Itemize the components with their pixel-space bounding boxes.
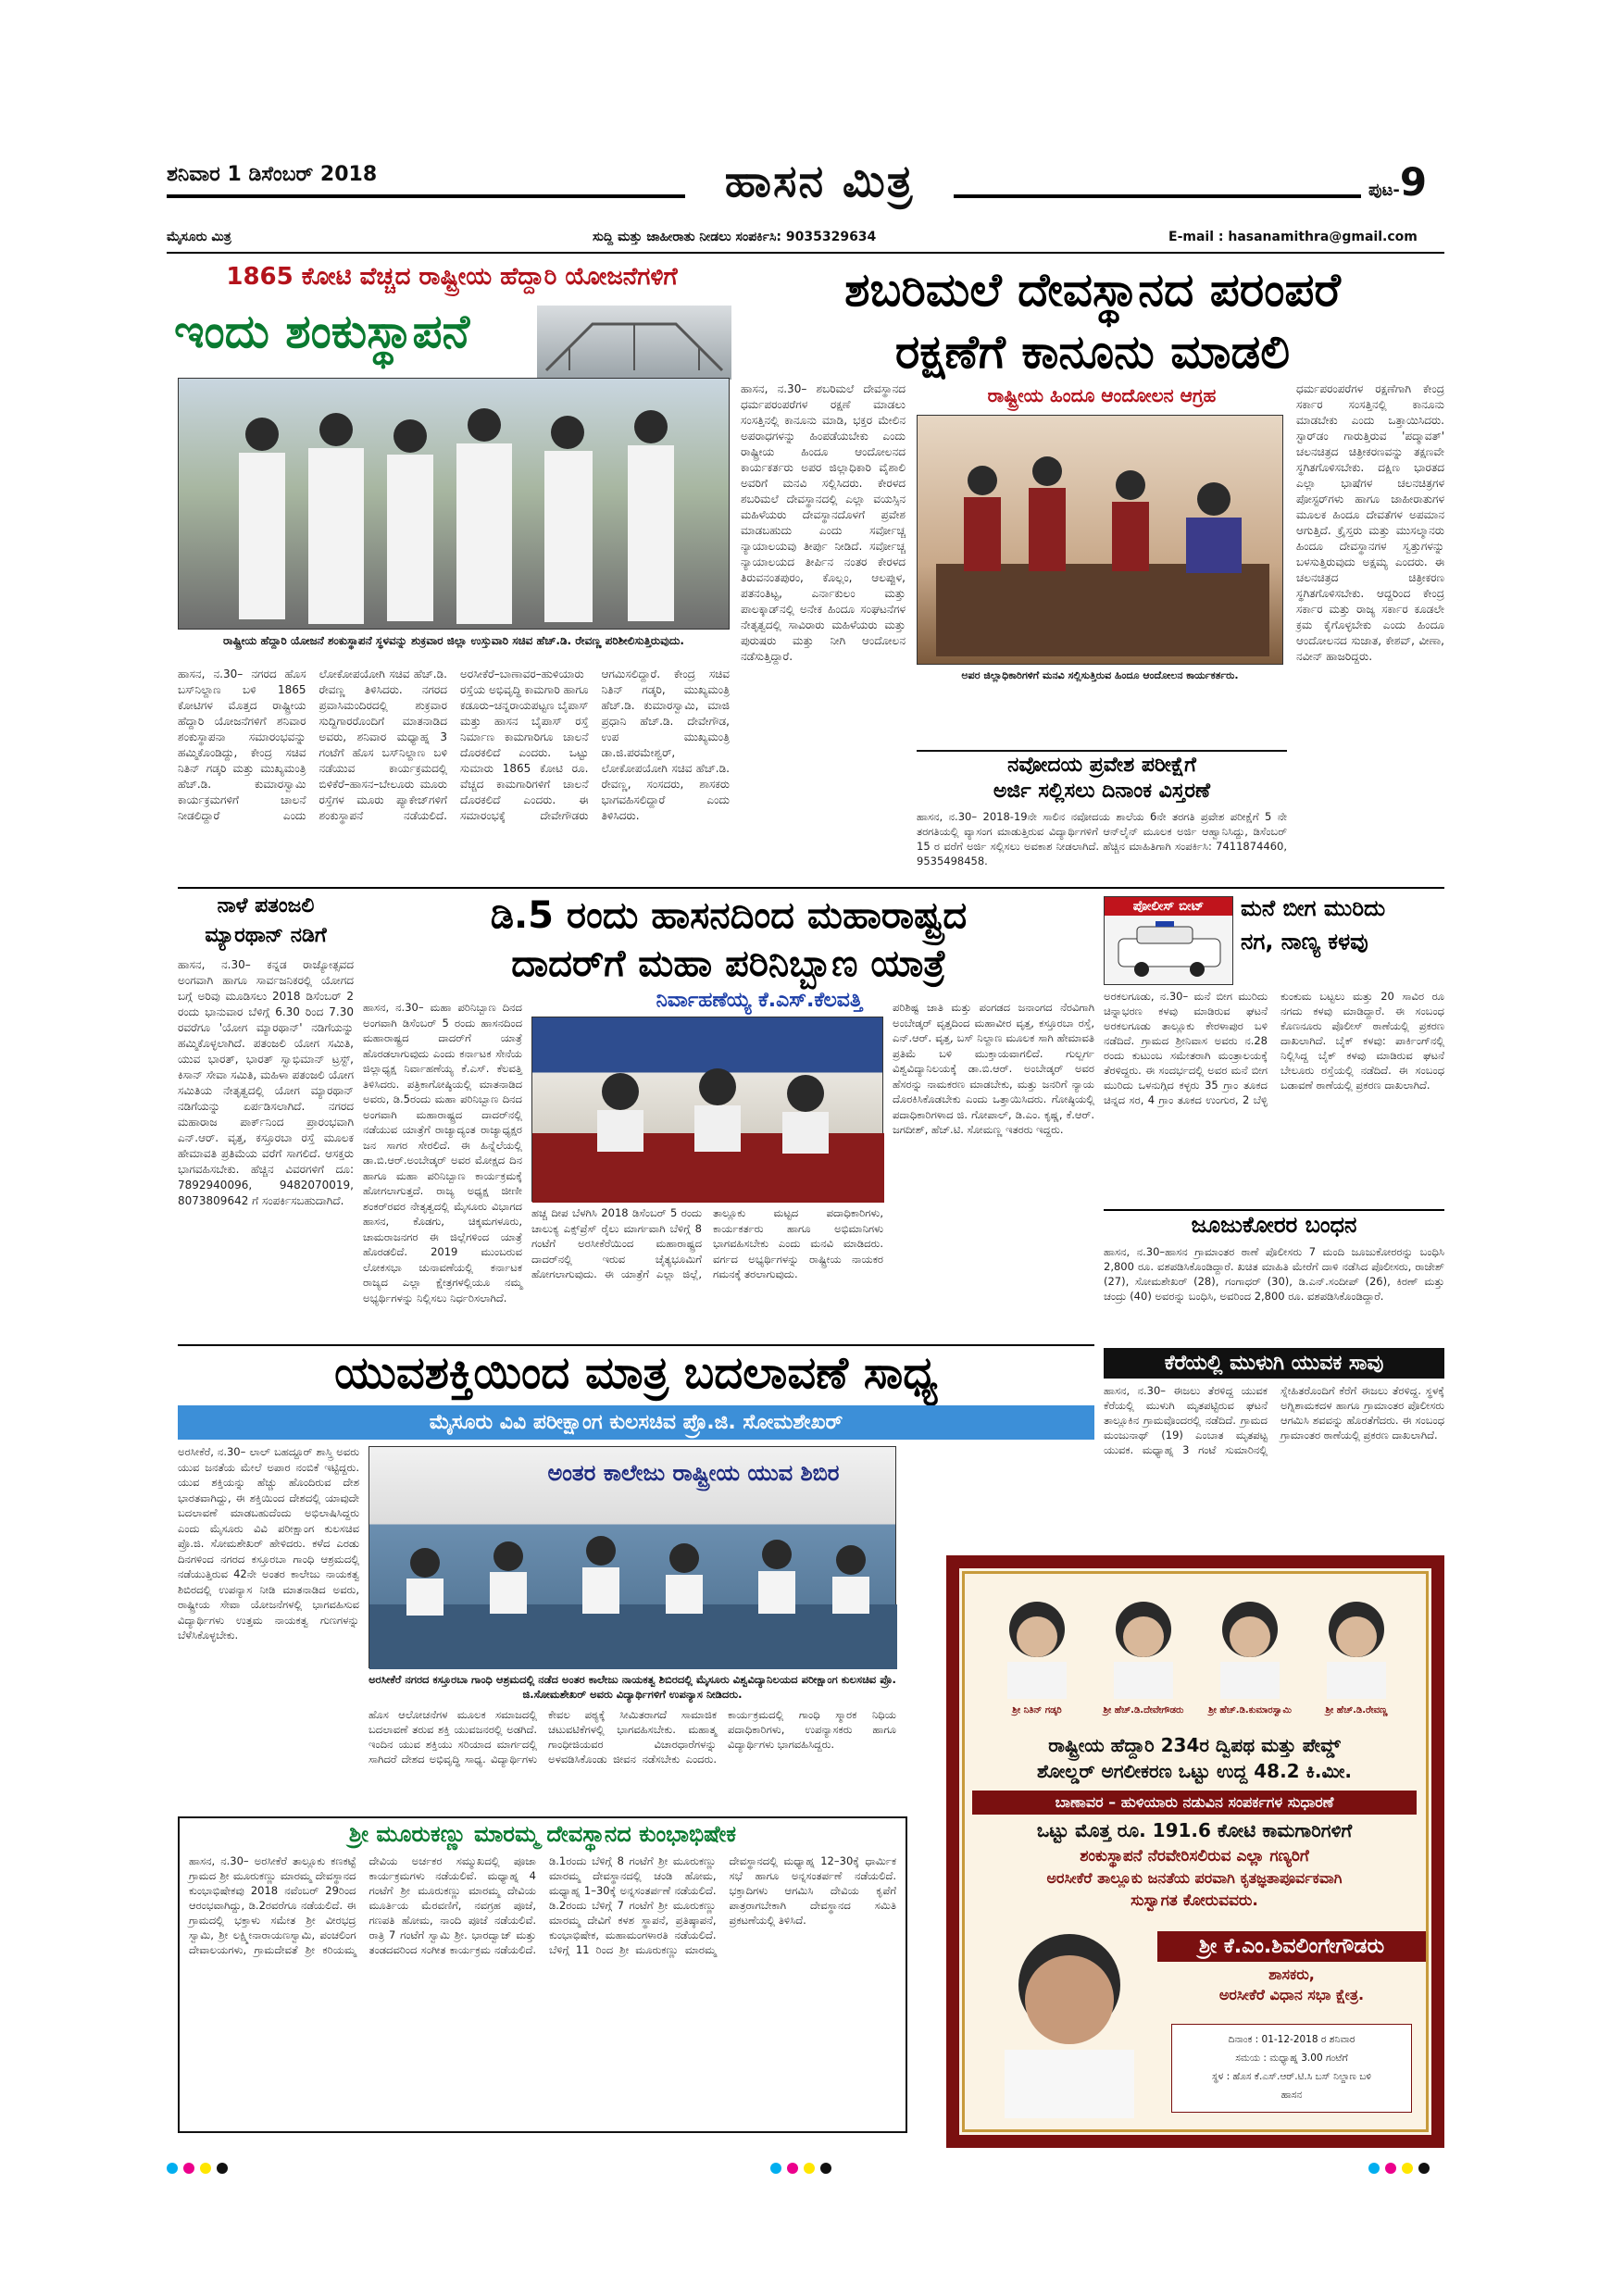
- ad-sponsor-name: ಶ್ರೀ ಕೆ.ಎಂ.ಶಿವಲಿಂಗೇಗೌಡರು: [1157, 1931, 1426, 1962]
- story9-photo: [369, 1446, 896, 1668]
- magenta-dot-icon: [1385, 2163, 1396, 2174]
- story6-body: ಅರಕಲಗೂಡು, ನ.30– ಮನೆ ಬೀಗ ಮುರಿದು ಚಿನ್ನಾಭರಣ ಕಳವು ಮಾಡಿರುವ ಘಟನೆ ಅರಕಲಗೂಡು ತಾಲ್ಲೂಕು ಕೇರಳಾಪುರ ಬಳಿ ನಡೆದಿದೆ. ಗ್ರಾಮದ ಶ್ರೀನಿವಾಸ ಅವರು ನ.28 ರಂದು ಕುಟುಂಬ ಸಮೇತರಾಗಿ ಮಂತ್ರಾಲಯಕ್ಕೆ ತೆರಳಿದ್ದರು. ಈ ಸಂದರ್ಭದಲ್ಲಿ ಅವರ ಮನೆ ಬೀಗ ಮುರಿದು ಒಳನುಗ್ಗಿದ ಕಳ್ಳರು 35 ಗ್ರಾಂ ತೂಕದ ಚಿನ್ನದ ಸರ, 4 ಗ್ರಾಂ ತೂಕದ ಉಂಗುರ, 2 ಬೆಳ್ಳಿ ಕುಂಕುಮ ಬಟ್ಟಲು ಮತ್ತು 20 ಸಾವಿರ ರೂ ನಗದು ಕಳವು ಮಾಡಿದ್ದಾರೆ. ಈ ಸಂಬಂಧ ಕೊಣನೂರು ಪೊಲೀಸ್ ಠಾಣೆಯಲ್ಲಿ ಪ್ರಕರಣ ದಾಖಲಾಗಿದೆ. ಬೈಕ್ ಕಳವು: ಪಾರ್ಕಿಂಗ್‌ನಲ್ಲಿ ನಿಲ್ಲಿಸಿದ್ದ ಬೈಕ್ ಕಳವು ಮಾಡಿರುವ ಘಟನೆ ಬೇಲೂರು ರಸ್ತೆಯಲ್ಲಿ ನಡೆದಿದೆ. ಈ ಸಂಬಂಧ ಬಡಾವಣೆ ಠಾಣೆಯಲ್ಲಿ ಪ್ರಕರಣ ದಾಖಲಾಗಿದೆ.: [1104, 990, 1448, 1106]
- magenta-dot-icon: [787, 2163, 798, 2174]
- page-prefix: ಪುಟ-: [1368, 181, 1400, 200]
- story5-body-mid: ಹಚ್ಚ ದೀಪ ಬೆಳಗಿಸಿ 2018 ಡಿಸೆಂಬರ್ 5 ರಂದು ಚಾಲುಕ್ಯ ಎಕ್ಸ್‌ಪ್ರೆಸ್ ರೈಲು ಮಾರ್ಗವಾಗಿ ಬೆಳಿಗ್ಗೆ 8 ಗಂಟೆಗೆ ಅರಸೀಕೆರೆಯಿಂದ ಮಹಾರಾಷ್ಟ್ರದ ದಾದರ್‌ನಲ್ಲಿ ಇರುವ ಚೈತ್ಯಭೂಮಿಗೆ ಹೋಗಲಾಗುವುದು. ಈ ಯಾತ್ರೆಗೆ ಎಲ್ಲಾ ಜಿಲ್ಲೆ, ತಾಲ್ಲೂಕು ಮಟ್ಟದ ಪದಾಧಿಕಾರಿಗಳು, ಕಾರ್ಯಕರ್ತರು ಹಾಗೂ ಅಭಿಮಾನಿಗಳು ಭಾಗವಹಿಸಬೇಕು ಎಂದು ಮನವಿ ಮಾಡಿದರು. ವರ್ಗದ ಅಭ್ಯರ್ಥಿಗಳನ್ನು ರಾಷ್ಟ್ರೀಯ ನಾಯಕರ ಗಮನಕ್ಕೆ ತರಲಾಗುವುದು.: [531, 1206, 887, 1280]
- story8-body: ಹಾಸನ, ನ.30– ಈಜಲು ತೆರಳಿದ್ದ ಯುವಕ ಕೆರೆಯಲ್ಲಿ ಮುಳುಗಿ ಮೃತಪಟ್ಟಿರುವ ಘಟನೆ ತಾಲ್ಲೂಕಿನ ಗ್ರಾಮವೊಂದರಲ್ಲಿ ನಡೆದಿದೆ. ಗ್ರಾಮದ ಮಂಜುನಾಥ್ (19) ಎಂಬಾತ ಮೃತಪಟ್ಟ ಯುವಕ. ಮಧ್ಯಾಹ್ನ 3 ಗಂಟೆ ಸುಮಾರಿನಲ್ಲಿ ಸ್ನೇಹಿತರೊಂದಿಗೆ ಕೆರೆಗೆ ಈಜಲು ತೆರಳಿದ್ದ. ಸ್ಥಳಕ್ಕೆ ಅಗ್ನಿಶಾಮಕದಳ ಹಾಗೂ ಗ್ರಾಮಾಂತರ ಪೊಲೀಸರು ಆಗಮಿಸಿ ಶವವನ್ನು ಹೊರತೆಗೆದರು. ಈ ಸಂಬಂಧ ಗ್ರಾಮಾಂತರ ಠಾಣೆಯಲ್ಲಿ ಪ್ರಕರಣ ದಾಖಲಾಗಿದೆ.: [1104, 1384, 1448, 1456]
- ad-portraits: [981, 1592, 1407, 1713]
- story9-subhead: ಮೈಸೂರು ವಿವಿ ಪರೀಕ್ಷಾಂಗ ಕುಲಸಚಿವ ಪ್ರೊ.ಜಿ. ಸೋಮಶೇಖರ್: [178, 1405, 1094, 1440]
- black-dot-icon: [820, 2163, 831, 2174]
- story7-body: ಹಾಸನ, ನ.30–ಹಾಸನ ಗ್ರಾಮಾಂತರ ಠಾಣೆ ಪೊಲೀಸರು 7 ಮಂದಿ ಜೂಜುಕೋರರನ್ನು ಬಂಧಿಸಿ 2,800 ರೂ. ವಶಪಡಿಸಿಕೊಂಡಿದ್ದಾರೆ. ಖಚಿತ ಮಾಹಿತಿ ಮೇರೆಗೆ ದಾಳಿ ನಡೆಸಿದ ಪೊಲೀಸರು, ರಾಜೇಶ್ (27), ಸೋಮಶೇಖರ್ (28), ಗಂಗಾಧರ್ (30), ಡಿ.ಎನ್.ಸಂದೀಪ್ (26), ಕಿರಣ್ ಮತ್ತು ಚಂದ್ರು (40) ಅವರನ್ನು ಬಂಧಿಸಿ, ಅವರಿಂದ 2,800 ರೂ. ವಶಪಡಿಸಿಕೊಂಡಿದ್ದಾರೆ.: [1104, 1245, 1448, 1303]
- cyan-dot-icon: [770, 2163, 781, 2174]
- ad-sub-cap-2: ಶ್ರೀ ಹೆಚ್.ಡಿ.ದೇವೇಗೌಡರು: [1103, 1705, 1184, 1716]
- masthead-date: ಶನಿವಾರ 1 ಡಿಸೆಂಬರ್ 2018: [167, 163, 378, 186]
- story9-body-mid: ಹೊಸ ಆಲೋಚನೆಗಳ ಮೂಲಕ ಸಮಾಜದಲ್ಲಿ ಬದಲಾವಣೆ ತರುವ ಶಕ್ತಿ ಯುವಜನರಲ್ಲಿ ಅಡಗಿದೆ. ಇಂದಿನ ಯುವ ಶಕ್ತಿಯು ಸರಿಯಾದ ಮಾರ್ಗದಲ್ಲಿ ಸಾಗಿದರೆ ದೇಶದ ಅಭಿವೃದ್ಧಿ ಸಾಧ್ಯ. ವಿದ್ಯಾರ್ಥಿಗಳು ಕೇವಲ ಪಠ್ಯಕ್ಕೆ ಸೀಮಿತರಾಗದೆ ಸಾಮಾಜಿಕ ಚಟುವಟಿಕೆಗಳಲ್ಲಿ ಭಾಗವಹಿಸಬೇಕು. ಮಹಾತ್ಮ ಗಾಂಧೀಜಿಯವರ ವಿಚಾರಧಾರೆಗಳನ್ನು ಅಳವಡಿಸಿಕೊಂಡು ಜೀವನ ನಡೆಸಬೇಕು ಎಂದರು. ಕಾರ್ಯಕ್ರಮದಲ್ಲಿ ಗಾಂಧಿ ಸ್ಮಾರಕ ನಿಧಿಯ ಪದಾಧಿಕಾರಿಗಳು, ಉಪನ್ಯಾಸಕರು ಹಾಗೂ ವಿದ್ಯಾರ್ಥಿಗಳು ಭಾಗವಹಿಸಿದ್ದರು.: [369, 1708, 900, 1766]
- story1-headline: ಇಂದು ಶಂಕುಸ್ಥಾಪನೆ: [174, 305, 470, 358]
- masthead-title: ಹಾಸನ ಮಿತ್ರ: [724, 156, 915, 207]
- edition-label: ಮೈಸೂರು ಮಿತ್ರ: [167, 230, 231, 244]
- leader-portraits-icon: [981, 1592, 1407, 1713]
- ad-event-date: ದಿನಾಂಕ : 01-12-2018 ರ ಶನಿವಾರ: [1228, 2034, 1355, 2045]
- story1-kicker: 1865 ಕೋಟಿ ವೆಚ್ಚದ ರಾಷ್ಟ್ರೀಯ ಹೆದ್ದಾರಿ ಯೋಜನೆಗಳಿಗೆ: [226, 263, 678, 291]
- masthead-email: E-mail : hasanamithra@gmail.com: [1168, 230, 1418, 244]
- magenta-dot-icon: [183, 2163, 194, 2174]
- ad-line-7: ಸುಸ್ವಾಗತ ಕೋರುವವರು.: [1131, 1891, 1258, 1910]
- black-dot-icon: [1418, 2163, 1430, 2174]
- yellow-dot-icon: [200, 2163, 211, 2174]
- section-rule-1: [178, 887, 1444, 889]
- story5-subhead: ನಿರ್ವಾಹಣೆಯ್ಯ ಕೆ.ಎಸ್.ಕೆಲವತ್ತಿ: [656, 989, 863, 1012]
- story1-caption: ರಾಷ್ಟ್ರೀಯ ಹೆದ್ದಾರಿ ಯೋಜನೆ ಶಂಕುಸ್ಥಾಪನೆ ಸ್ಥಳವನ್ನು ಶುಕ್ರವಾರ ಜಿಲ್ಲಾ ಉಸ್ತುವಾರಿ ಸಚಿವ ಹೆಚ್.ಡಿ. ರೇವಣ್ಣ ಪರಿಶೀಲಿಸುತ್ತಿರುವುದು.: [222, 634, 684, 647]
- story5-body-left: ಹಾಸನ, ನ.30– ಮಹಾ ಪರಿನಿಬ್ಬಾಣ ದಿನದ ಅಂಗವಾಗಿ ಡಿಸೆಂಬರ್ 5 ರಂದು ಹಾಸನದಿಂದ ಮಹಾರಾಷ್ಟ್ರದ ದಾದರ್‌ಗೆ ಯಾತ್ರೆ ಹೊರಡಲಾಗುವುದು ಎಂದು ಕರ್ನಾಟಕ ಸೇನೆಯ ಜಿಲ್ಲಾಧ್ಯಕ್ಷ ನಿರ್ವಾಹಣೆಯ್ಯ ಕೆ.ಎಸ್. ಕೆಲವತ್ತಿ ತಿಳಿಸಿದರು. ಪತ್ರಿಕಾಗೋಷ್ಠಿಯಲ್ಲಿ ಮಾತನಾಡಿದ ಅವರು, ಡಿ.5ರಂದು ಮಹಾ ಪರಿನಿಬ್ಬಾಣ ದಿನದ ಅಂಗವಾಗಿ ಮಹಾರಾಷ್ಟ್ರದ ದಾದರ್‌ನಲ್ಲಿ ನಡೆಯುವ ಯಾತ್ರೆಗೆ ರಾಜ್ಯಾದ್ಯಂತ ರಾಜ್ಯಾಧ್ಯಕ್ಷರ ಜನ ಸಾಗರ ಸೇರಲಿದೆ. ಈ ಹಿನ್ನೆಲೆಯಲ್ಲಿ ಡಾ.ಬಿ.ಆರ್.ಅಂಬೇಡ್ಕರ್ ಅವರ ಮೋಕ್ಷದ ದಿನ ಹಾಗೂ ಮಹಾ ಪರಿನಿಬ್ಬಾಣ ಕಾರ್ಯಕ್ರಮಕ್ಕೆ ಹೋಗಲಾಗುತ್ತದೆ. ರಾಜ್ಯ ಅಧ್ಯಕ್ಷ ಜೀಣೀ ಶಂಕರ್‌ರವರ ನೇತೃತ್ವದಲ್ಲಿ ಮೈಸೂರು ವಿಭಾಗದ ಹಾಸನ, ಕೊಡಗು, ಚಿಕ್ಕಮಗಳೂರು, ಚಾಮರಾಜನಗರ ಈ ಜಿಲ್ಲೆಗಳಿಂದ ಯಾತ್ರೆ ಹೊರಡಲಿದೆ. 2019 ಮುಂಬರುವ ಲೋಕಸಭಾ ಚುನಾವಣೆಯಲ್ಲಿ ಕರ್ನಾಟಕ ರಾಜ್ಯದ ಎಲ್ಲಾ ಕ್ಷೇತ್ರಗಳಲ್ಲಿಯೂ ನಮ್ಮ ಅಭ್ಯರ್ಥಿಗಳನ್ನು ನಿಲ್ಲಿಸಲು ನಿರ್ಧರಿಸಲಾಗಿದೆ.: [363, 1001, 526, 1304]
- ad-sponsor-title: ಶಾಸಕರು,: [1268, 1965, 1315, 1983]
- story6-headline-1: ಮನೆ ಬೀಗ ಮುರಿದು: [1241, 895, 1386, 921]
- ad-sub-cap-4: ಶ್ರೀ ಹೆಚ್.ಡಿ.ರೇವಣ್ಣ: [1325, 1705, 1388, 1716]
- section-rule-2: [178, 1344, 1094, 1346]
- ad-event-venue: ಸ್ಥಳ : ಹೊಸ ಕೆ.ಎಸ್.ಆರ್.ಟಿ.ಸಿ ಬಸ್ ನಿಲ್ದಾಣ ಬಳಿ: [1211, 2071, 1372, 2082]
- story5-body-right: ಪರಿಶಿಷ್ಟ ಜಾತಿ ಮತ್ತು ಪಂಗಡದ ಜನಾಂಗದ ನೆರವಿಗಾಗಿ ಅಂಬೇಡ್ಕರ್ ವೃತ್ತದಿಂದ ಮಹಾವೀರ ವೃತ್ತ, ಕಸ್ತೂರಬಾ ರಸ್ತೆ, ಎನ್.ಆರ್. ವೃತ್ತ, ಬಸ್ ನಿಲ್ದಾಣ ಮೂಲಕ ಸಾಗಿ ಹೇಮಾವತಿ ಪ್ರತಿಮೆ ಬಳಿ ಮುಕ್ತಾಯವಾಗಲಿದೆ. ಗುಲ್ಬರ್ಗ ವಿಶ್ವವಿದ್ಯಾನಿಲಯಕ್ಕೆ ಡಾ.ಬಿ.ಆರ್. ಅಂಬೇಡ್ಕರ್ ಅವರ ಹೆಸರನ್ನು ನಾಮಕರಣ ಮಾಡಬೇಕು, ಮತ್ತು ಜನರಿಗೆ ನ್ಯಾಯ ದೊರಕಿಸಿಕೊಡಬೇಕು ಎಂದು ಒತ್ತಾಯಿಸಿದರು. ಗೋಷ್ಠಿಯಲ್ಲಿ ಪದಾಧಿಕಾರಿಗಳಾದ ಜಿ. ಗೋಪಾಲ್, ಡಿ.ಎಂ. ಕೃಷ್ಣ, ಕೆ.ಆರ್. ಜಗದೀಶ್, ಹೆಚ್.ಟಿ. ಸೋಮಣ್ಣ ಇತರರು ಇದ್ದರು.: [893, 1001, 1098, 1136]
- ad-event-city: ಹಾಸನ: [1280, 2090, 1303, 2101]
- ad-line-1: ರಾಷ್ಟ್ರೀಯ ಹೆದ್ದಾರಿ 234ರ ದ್ವಿಪಥ ಮತ್ತು ಪೇವ್ಡ್: [1048, 1734, 1341, 1756]
- ad-line-5: ಶಂಕುಸ್ಥಾಪನೆ ನೆರವೇರಿಸಲಿರುವ ಎಲ್ಲಾ ಗಣ್ಯರಿಗೆ: [1080, 1847, 1309, 1866]
- story1-photo: [178, 378, 730, 630]
- story6-headline-2: ನಗ, ನಾಣ್ಯ ಕಳವು: [1241, 929, 1368, 955]
- story5-headline-2: ದಾದರ್‌ಗೆ ಮಹಾ ಪರಿನಿಬ್ಬಾಣ ಯಾತ್ರೆ: [511, 942, 946, 985]
- story3-headline-1: ನವೋದಯ ಪ್ರವೇಶ ಪರೀಕ್ಷೆಗೆ: [1007, 754, 1196, 777]
- press-meet-icon: [532, 1017, 884, 1203]
- yellow-dot-icon: [1402, 2163, 1413, 2174]
- story8-headline: ಕೆರೆಯಲ್ಲಿ ಮುಳುಗಿ ಯುವಕ ಸಾವು: [1104, 1348, 1444, 1379]
- ad-line-4: ಒಟ್ಟು ಮೊತ್ತ ರೂ. 191.6 ಕೋಟಿ ಕಾಮಗಾರಿಗಳಿಗೆ: [1036, 1819, 1353, 1841]
- story4-headline-1: ನಾಳೆ ಪತಂಜಲಿ: [217, 894, 315, 917]
- story5-photo: [531, 1017, 883, 1202]
- story5-headline-1: ಡಿ.5 ರಂದು ಹಾಸನದಿಂದ ಮಹಾರಾಷ್ಟ್ರದ: [490, 894, 968, 937]
- ad-event-time: ಸಮಯ : ಮಧ್ಯಾಹ್ನ 3.00 ಗಂಟೆಗೆ: [1235, 2053, 1348, 2064]
- story2-subhead: ರಾಷ್ಟ್ರೀಯ ಹಿಂದೂ ಆಂದೋಲನ ಆಗ್ರಹ: [987, 384, 1217, 406]
- masthead-bottom-rule: [167, 252, 1444, 254]
- registration-marks-right: [1368, 2160, 1435, 2177]
- masthead-rule-right: [954, 194, 1361, 198]
- ad-line-6: ಅರಸೀಕೆರೆ ತಾಲ್ಲೂಕು ಜನತೆಯ ಪರವಾಗಿ ಕೃತಜ್ಞತಾಪೂರ್ವಕವಾಗಿ: [1046, 1869, 1343, 1887]
- people-group-icon: [179, 379, 731, 630]
- ad-line-3: ಬಾಣಾವರ – ಹುಳಿಯಾರು ನಡುವಿನ ಸಂಪರ್ಕಗಳ ಸುಧಾರಣೆ: [972, 1791, 1417, 1815]
- sponsor-portrait-icon: [977, 1920, 1162, 2118]
- yellow-dot-icon: [804, 2163, 815, 2174]
- office-meeting-icon: [918, 416, 1284, 666]
- story2-body-mid: [917, 693, 1283, 748]
- story3-headline-2: ಅರ್ಜಿ ಸಲ್ಲಿಸಲು ದಿನಾಂಕ ವಿಸ್ತರಣೆ: [993, 780, 1211, 803]
- registration-marks-center: [770, 2160, 837, 2177]
- story9-headline: ಯುವಶಕ್ತಿಯಿಂದ ಮಾತ್ರ ಬದಲಾವಣೆ ಸಾಧ್ಯ: [334, 1347, 938, 1399]
- ad-sub-cap-3: ಶ್ರೀ ಹೆಚ್.ಡಿ.ಕುಮಾರಸ್ವಾಮಿ: [1208, 1705, 1292, 1716]
- page-number-value: 9: [1399, 159, 1428, 205]
- cyan-dot-icon: [1368, 2163, 1380, 2174]
- story9-caption: ಅರಸೀಕೆರೆ ನಗರದ ಕಸ್ತೂರಬಾ ಗಾಂಧಿ ಆಶ್ರಮದಲ್ಲಿ ನಡೆದ ಅಂತರ ಕಾಲೇಜು ನಾಯಕತ್ವ ಶಿಬಿರದಲ್ಲಿ ಮೈಸೂರು ವಿಶ್ವವಿದ್ಯಾನಿಲಯದ ಪರೀಕ್ಷಾಂಗ ಕುಲಸಚಿವ ಪ್ರೊ. ಜಿ.ಸೋಮಶೇಖರ್ ಅವರು ವಿದ್ಯಾರ್ಥಿಗಳಿಗೆ ಉಪನ್ಯಾಸ ನೀಡಿದರು.: [369, 1673, 896, 1701]
- masthead-tagline: ಸುದ್ದಿ ಮತ್ತು ಜಾಹೀರಾತು ನೀಡಲು ಸಂಪರ್ಕಿಸಿ: 9035329634: [593, 230, 877, 244]
- masthead-rule-left: [167, 194, 685, 198]
- story1-body: ಹಾಸನ, ನ.30– ನಗರದ ಹೊಸ ಬಸ್‌ನಿಲ್ದಾಣ ಬಳಿ 1865 ಕೋಟಿಗಳ ಮೊತ್ತದ ರಾಷ್ಟ್ರೀಯ ಹೆದ್ದಾರಿ ಯೋಜನೆಗಳಿಗೆ ಶನಿವಾರ ಶಂಕುಸ್ಥಾಪನಾ ಸಮಾರಂಭವನ್ನು ಹಮ್ಮಿಕೊಂಡಿದ್ದು, ಕೇಂದ್ರ ಸಚಿವ ನಿತಿನ್ ಗಡ್ಕರಿ ಮತ್ತು ಮುಖ್ಯಮಂತ್ರಿ ಹೆಚ್.ಡಿ. ಕುಮಾರಸ್ವಾಮಿ ಕಾರ್ಯಕ್ರಮಗಳಿಗೆ ಚಾಲನೆ ನೀಡಲಿದ್ದಾರೆ ಎಂದು ಲೋಕೋಪಯೋಗಿ ಸಚಿವ ಹೆಚ್.ಡಿ. ರೇವಣ್ಣ ತಿಳಿಸಿದರು. ನಗರದ ಪ್ರವಾಸಿಮಂದಿರದಲ್ಲಿ ಶುಕ್ರವಾರ ಸುದ್ದಿಗಾರರೊಂದಿಗೆ ಮಾತನಾಡಿದ ಅವರು, ಶನಿವಾರ ಮಧ್ಯಾಹ್ನ 3 ಗಂಟೆಗೆ ಹೊಸ ಬಸ್‌ನಿಲ್ದಾಣ ಬಳಿ ನಡೆಯುವ ಕಾರ್ಯಕ್ರಮದಲ್ಲಿ ಬಿಳಿಕೆರೆ–ಹಾಸನ–ಬೇಲೂರು ಮೂರು ರಸ್ತೆಗಳ ಮೂರು ಪ್ಯಾಕೇಜ್‌ಗಳಿಗೆ ಶಂಕುಸ್ಥಾಪನೆ ನಡೆಯಲಿದೆ. ಅರಸೀಕೆರೆ–ಬಾಣಾವರ–ಹುಳಿಯಾರು ರಸ್ತೆಯ ಅಭಿವೃದ್ಧಿ ಕಾಮಗಾರಿ ಹಾಗೂ ಕಡೂರು–ಚನ್ನರಾಯಪಟ್ಟಣ ಬೈಪಾಸ್ ಮತ್ತು ಹಾಸನ ಬೈಪಾಸ್ ರಸ್ತೆ ನಿರ್ಮಾಣ ಕಾಮಗಾರಿಗೂ ಚಾಲನೆ ದೊರಕಲಿದೆ ಎಂದರು. ಒಟ್ಟು ಸುಮಾರು 1865 ಕೋಟಿ ರೂ. ವೆಚ್ಚದ ಕಾಮಗಾರಿಗಳಿಗೆ ಚಾಲನೆ ದೊರಕಲಿದೆ ಎಂದರು. ಈ ಸಮಾರಂಭಕ್ಕೆ ದೇವೇಗೌಡರು ಆಗಮಿಸಲಿದ್ದಾರೆ. ಕೇಂದ್ರ ಸಚಿವ ನಿತಿನ್ ಗಡ್ಕರಿ, ಮುಖ್ಯಮಂತ್ರಿ ಹೆಚ್.ಡಿ. ಕುಮಾರಸ್ವಾಮಿ, ಮಾಜಿ ಪ್ರಧಾನಿ ಹೆಚ್.ಡಿ. ದೇವೇಗೌಡ, ಉಪ ಮುಖ್ಯಮಂತ್ರಿ ಡಾ.ಜಿ.ಪರಮೇಶ್ವರ್, ಲೋಕೋಪಯೋಗಿ ಸಚಿವ ಹೆಚ್.ಡಿ. ರೇವಣ್ಣ, ಸಂಸದರು, ಶಾಸಕರು ಭಾಗವಹಿಸಲಿದ್ದಾರೆ ಎಂದು ತಿಳಿಸಿದರು.: [178, 668, 733, 822]
- story10-headline: ಶ್ರೀ ಮೂರುಕಣ್ಣು ಮಾರಮ್ಮ ದೇವಸ್ಥಾನದ ಕುಂಭಾಭಿಷೇಕ: [348, 1821, 737, 1847]
- ad-event-box: [1171, 2024, 1412, 2113]
- story4-headline-2: ಮ್ಯಾರಥಾನ್ ನಡಿಗೆ: [205, 924, 327, 947]
- story6-police-photo: [1104, 896, 1233, 985]
- ad-sub-cap-1: ಶ್ರೀ ನಿತಿನ್ ಗಡ್ಕರಿ: [1012, 1705, 1062, 1716]
- ad-sponsor-photo: [977, 1920, 1162, 2118]
- story2-headline-1: ಶಬರಿಮಲೆ ದೇವಸ್ಥಾನದ ಪರಂಪರೆ: [844, 263, 1341, 317]
- story2-caption: ಅಪರ ಜಿಲ್ಲಾಧಿಕಾರಿಗಳಿಗೆ ಮನವಿ ಸಲ್ಲಿಸುತ್ತಿರುವ ಹಿಂದೂ ಆಂದೋಲನ ಕಾರ್ಯಕರ್ತರು.: [961, 669, 1239, 681]
- story9-banner: ಅಂತರ ಕಾಲೇಜು ರಾಷ್ಟ್ರೀಯ ಯುವ ಶಿಬಿರ: [547, 1460, 840, 1486]
- ad-sponsor-area: ಅರಸೀಕೆರೆ ವಿಧಾನ ಸಭಾ ಕ್ಷೇತ್ರ.: [1218, 1986, 1365, 2003]
- story10-body: ಹಾಸನ, ನ.30– ಅರಸೀಕೆರೆ ತಾಲ್ಲೂಕು ಕಣಕಟ್ಟೆ ಗ್ರಾಮದ ಶ್ರೀ ಮೂರುಕಣ್ಣು ಮಾರಮ್ಮ ದೇವಸ್ಥಾನದ ಕುಂಭಾಭಿಷೇಕವು 2018 ನವೆಂಬರ್ 29ರಿಂದ ಆರಂಭವಾಗಿದ್ದು, ಡಿ.2ರವರೆಗೂ ನಡೆಯಲಿದೆ. ಈ ಗ್ರಾಮದಲ್ಲಿ ಭಕ್ತಾಳು ಸಮೇತ ಶ್ರೀ ವೀರಭದ್ರ ಸ್ವಾಮಿ, ಶ್ರೀ ಲಕ್ಷ್ಮೀನಾರಾಯಣಸ್ವಾಮಿ, ಪಂಚಲಿಂಗ ದೇವಾಲಯಗಳು, ಗ್ರಾಮದೇವತೆ ಶ್ರೀ ಕರಿಯಮ್ಮ ದೇವಿಯ ಅರ್ಚಕರ ಸಮ್ಮುಖದಲ್ಲಿ ಪೂಜಾ ಕಾರ್ಯಕ್ರಮಗಳು ನಡೆಯಲಿವೆ. ಮಧ್ಯಾಹ್ನ 4 ಗಂಟೆಗೆ ಶ್ರೀ ಮೂರುಕಣ್ಣು ಮಾರಮ್ಮ ದೇವಿಯ ಮೂರ್ತಿಯ ಮೆರವಣಿಗೆ, ನವಗ್ರಹ ಪೂಜೆ, ಗಣಪತಿ ಹೋಮ, ನಾಂದಿ ಪೂಜೆ ನಡೆಯಲಿವೆ. ರಾತ್ರಿ 7 ಗಂಟೆಗೆ ಸ್ವಾಮಿ ಶ್ರೀ. ಭಾರದ್ವಾಜ್ ಮತ್ತು ತಂಡದವರಿಂದ ಸಂಗೀತ ಕಾರ್ಯಕ್ರಮ ನಡೆಯಲಿದೆ. ಡಿ.1ರಂದು ಬೆಳಿಗ್ಗೆ 8 ಗಂಟೆಗೆ ಶ್ರೀ ಮೂರುಕಣ್ಣು ಮಾರಮ್ಮ ದೇವಸ್ಥಾನದಲ್ಲಿ ಚಂಡಿ ಹೋಮ, ಮಧ್ಯಾಹ್ನ 1–30ಕ್ಕೆ ಅನ್ನಸಂತರ್ಪಣೆ ನಡೆಯಲಿದೆ. ಡಿ.2ರಂದು ಬೆಳಿಗ್ಗೆ 7 ಗಂಟೆಗೆ ಶ್ರೀ ಮೂರುಕಣ್ಣು ಮಾರಮ್ಮ ದೇವಿಗೆ ಕಳಶ ಸ್ಥಾಪನೆ, ಪ್ರತಿಷ್ಠಾಪನೆ, ಕುಂಭಾಭಿಷೇಕ, ಮಹಾಮಂಗಳಾರತಿ ನಡೆಯಲಿದೆ. ಬೆಳಿಗ್ಗೆ 11 ರಿಂದ ಶ್ರೀ ಮೂರುಕಣ್ಣು ಮಾರಮ್ಮ ದೇವಸ್ಥಾನದಲ್ಲಿ ಮಧ್ಯಾಹ್ನ 12–30ಕ್ಕೆ ಧಾರ್ಮಿಕ ಸಭೆ ಹಾಗೂ ಅನ್ನಸಂತರ್ಪಣೆ ನಡೆಯಲಿದೆ. ಭಕ್ತಾದಿಗಳು ಆಗಮಿಸಿ ದೇವಿಯ ಕೃಪೆಗೆ ಪಾತ್ರರಾಗಬೇಕಾಗಿ ದೇವಸ್ಥಾನದ ಸಮಿತಿ ಪ್ರಕಟಣೆಯಲ್ಲಿ ತಿಳಿಸಿದೆ.: [189, 1854, 900, 1956]
- ad-line-2: ಶೋಲ್ಡರ್ ಅಗಲೀಕರಣ ಒಟ್ಟು ಉದ್ದ 48.2 ಕಿ.ಮೀ.: [1037, 1760, 1352, 1782]
- story7-rule: [1104, 1209, 1444, 1211]
- story9-body-left: ಅರಸೀಕೆರೆ, ನ.30– ಲಾಲ್ ಬಹದ್ದೂರ್ ಶಾಸ್ತ್ರಿ ಅವರು ಯುವ ಜನತೆಯ ಮೇಲೆ ಅಪಾರ ನಂಬಿಕೆ ಇಟ್ಟಿದ್ದರು. ಯುವ ಶಕ್ತಿಯನ್ನು ಹೆಚ್ಚು ಹೊಂದಿರುವ ದೇಶ ಭಾರತವಾಗಿದ್ದು, ಈ ಶಕ್ತಿಯಿಂದ ದೇಶದಲ್ಲಿ ಯಾವುದೇ ಬದಲಾವಣೆ ಮಾಡಬಹುದೆಂದು ಅಭಿಲಾಷಿಸಿದ್ದರು ಎಂದು ಮೈಸೂರು ವಿವಿ ಪರೀಕ್ಷಾಂಗ ಕುಲಸಚಿವ ಪ್ರೊ.ಜಿ. ಸೋಮಶೇಖರ್ ಹೇಳಿದರು. ಕಳೆದ ಎರಡು ದಿನಗಳಿಂದ ನಗರದ ಕಸ್ತೂರಬಾ ಗಾಂಧಿ ಆಶ್ರಮದಲ್ಲಿ ನಡೆಯುತ್ತಿರುವ 42ನೇ ಅಂತರ ಕಾಲೇಜು ನಾಯಕತ್ವ ಶಿಬಿರದಲ್ಲಿ ಉಪನ್ಯಾಸ ನೀಡಿ ಮಾತನಾಡಿದ ಅವರು, ರಾಷ್ಟ್ರೀಯ ಸೇವಾ ಯೋಜನೆಗಳಲ್ಲಿ ಭಾಗವಹಿಸುವ ವಿದ್ಯಾರ್ಥಿಗಳು ಉತ್ತಮ ನಾಯಕತ್ವ ಗುಣಗಳನ್ನು ಬೆಳೆಸಿಕೊಳ್ಳಬೇಕು.: [178, 1445, 363, 1641]
- story2-body-left: ಹಾಸನ, ನ.30– ಶಬರಿಮಲೆ ದೇವಸ್ಥಾನದ ಧರ್ಮಪರಂಪರೆಗಳ ರಕ್ಷಣೆ ಮಾಡಲು ಸಂಸತ್ತಿನಲ್ಲಿ ಕಾನೂನು ಮಾಡಿ, ಭಕ್ತರ ಮೇಲಿನ ಅಪರಾಧಗಳನ್ನು ಹಿಂಪಡೆಯಬೇಕು ಎಂದು ರಾಷ್ಟ್ರೀಯ ಹಿಂದೂ ಆಂದೋಲನದ ಕಾರ್ಯಕರ್ತರು ಅಪರ ಜಿಲ್ಲಾಧಿಕಾರಿ ವೈಶಾಲಿ ಅವರಿಗೆ ಮನವಿ ಸಲ್ಲಿಸಿದರು. ಕೇರಳದ ಶಬರಿಮಲೆ ದೇವಸ್ಥಾನದಲ್ಲಿ ಎಲ್ಲಾ ವಯಸ್ಸಿನ ಮಹಿಳೆಯರು ದೇವಸ್ಥಾನದೊಳಗೆ ಪ್ರವೇಶ ಮಾಡಬಹುದು ಎಂದು ಸರ್ವೋಚ್ಚ ನ್ಯಾಯಾಲಯವು ತೀರ್ಪು ನೀಡಿದೆ. ಸರ್ವೋಚ್ಚ ನ್ಯಾಯಾಲಯದ ತೀರ್ಪಿನ ನಂತರ ಕೇರಳದ ತಿರುವನಂತಪುರಂ, ಕೊಲ್ಲಂ, ಆಲಪ್ಪುಳ, ಪತನಂತಿಟ್ಟ, ಎರ್ನಾಕುಲಂ ಮತ್ತು ಪಾಲಕ್ಕಾಡ್‌ನಲ್ಲಿ ಅನೇಕ ಹಿಂದೂ ಸಂಘಟನೆಗಳ ನೇತೃತ್ವದಲ್ಲಿ ಸಾವಿರಾರು ಮಹಿಳೆಯರು ಮತ್ತು ಪುರುಷರು ಮತ್ತು ನೀಗಿ ಆಂದೋಲನ ನಡೆಸುತ್ತಿದ್ದಾರೆ.: [741, 382, 909, 663]
- tent-structure-icon: [537, 306, 731, 380]
- police-car-icon: [1105, 916, 1234, 980]
- cyan-dot-icon: [167, 2163, 178, 2174]
- registration-marks-left: [167, 2160, 233, 2177]
- story2-body-right: ಧರ್ಮಪರಂಪರೆಗಳ ರಕ್ಷಣೆಗಾಗಿ ಕೇಂದ್ರ ಸರ್ಕಾರ ಸಂಸತ್ತಿನಲ್ಲಿ ಕಾನೂನು ಮಾಡಬೇಕು ಎಂದು ಒತ್ತಾಯಿಸಿದರು. ಸ್ಟಾರ್‌ಡಂ ಗಾರುತ್ತಿರುವ 'ಪದ್ಮಾವತ್' ಚಲನಚಿತ್ರದ ಚಿತ್ರೀಕರಣವನ್ನು ತಕ್ಷಣವೇ ಸ್ಥಗಿತಗೊಳಿಸಬೇಕು. ದಕ್ಷಿಣ ಭಾರತದ ಎಲ್ಲಾ ಭಾಷೆಗಳ ಚಲನಚಿತ್ರಗಳ ಪೋಸ್ಟರ್‌ಗಳು ಹಾಗೂ ಜಾಹೀರಾತುಗಳ ಮೂಲಕ ಹಿಂದೂ ದೇವತೆಗಳ ಅಪಮಾನ ಆಗುತ್ತಿದೆ. ಕ್ರೈಸ್ತರು ಮತ್ತು ಮುಸಲ್ಮಾನರು ಹಿಂದೂ ದೇವಸ್ಥಾನಗಳ ಸ್ವತ್ತುಗಳನ್ನು ಬಳಸುತ್ತಿರುವುದು ಅಕ್ಷಮ್ಯ ಎಂದರು. ಈ ಚಲನಚಿತ್ರದ ಚಿತ್ರೀಕರಣ ಸ್ಥಗಿತಗೊಳಿಸಬೇಕು. ಆದ್ದರಿಂದ ಕೇಂದ್ರ ಸರ್ಕಾರ ಮತ್ತು ರಾಜ್ಯ ಸರ್ಕಾರ ಕೂಡಲೇ ಕ್ರಮ ಕೈಗೊಳ್ಳಬೇಕು ಎಂದು ಹಿಂದೂ ಆಂದೋಲನದ ಸುಜಾತ, ಕೇಶವ್, ವೀಣಾ, ನವೀನ್ ಹಾಜರಿದ್ದರು.: [1296, 382, 1448, 663]
- police-beat-badge: ಪೋಲೀಸ್ ಬೀಟ್: [1105, 897, 1232, 916]
- page-number: [1368, 159, 1427, 205]
- story2-headline-2: ರಕ್ಷಣೆಗೆ ಕಾನೂನು ಮಾಡಲಿ: [894, 325, 1291, 379]
- story2-photo: [917, 415, 1283, 665]
- story3-body: ಹಾಸನ, ನ.30– 2018-19ನೇ ಸಾಲಿನ ನವೋದಯ ಶಾಲೆಯ 6ನೇ ತರಗತಿ ಪ್ರವೇಶ ಪರೀಕ್ಷೆಗೆ 5 ನೇ ತರಗತಿಯಲ್ಲಿ ವ್ಯಾಸಂಗ ಮಾಡುತ್ತಿರುವ ವಿದ್ಯಾರ್ಥಿಗಳಿಗೆ ಆನ್‌ಲೈನ್ ಮೂಲಕ ಅರ್ಜಿ ಆಹ್ವಾನಿಸಿದ್ದು, ಡಿಸೆಂಬರ್ 15 ರ ವರೆಗೆ ಅರ್ಜಿ ಸಲ್ಲಿಸಲು ಅವಕಾಶ ನೀಡಲಾಗಿದೆ. ಹೆಚ್ಚಿನ ಮಾಹಿತಿಗಾಗಿ ಸಂಪರ್ಕಿಸಿ: 7411874460, 9535498458.: [917, 810, 1291, 867]
- story7-headline: ಜೂಜುಕೋರರ ಬಂಧನ: [1191, 1212, 1357, 1238]
- black-dot-icon: [217, 2163, 228, 2174]
- story1-header-photo: [537, 306, 731, 380]
- story4-body: ಹಾಸನ, ನ.30– ಕನ್ನಡ ರಾಜ್ಯೋತ್ಸವದ ಅಂಗವಾಗಿ ಹಾಗೂ ಸಾರ್ವಜನಿಕರಲ್ಲಿ ಯೋಗದ ಬಗ್ಗೆ ಅರಿವು ಮೂಡಿಸಲು 2018 ಡಿಸೆಂಬರ್ 2 ರಂದು ಭಾನುವಾರ ಬೆಳಿಗ್ಗೆ 6.30 ರಿಂದ 7.30 ರವರೆಗೂ 'ಯೋಗ ಮ್ಯಾರಥಾನ್' ನಡಿಗೆಯನ್ನು ಹಮ್ಮಿಕೊಳ್ಳಲಾಗಿದೆ. ಪತಂಜಲಿ ಯೋಗ ಸಮಿತಿ, ಯುವ ಭಾರತ್, ಭಾರತ್ ಸ್ವಾಭಿಮಾನ್ ಟ್ರಸ್ಟ್, ಕಿಸಾನ್ ಸೇವಾ ಸಮಿತಿ, ಮಹಿಳಾ ಪತಂಜಲಿ ಯೋಗ ಸಮಿತಿಯ ನೇತೃತ್ವದಲ್ಲಿ ಯೋಗ ಮ್ಯಾರಥಾನ್ ನಡಿಗೆಯನ್ನು ಏರ್ಪಡಿಸಲಾಗಿದೆ. ನಗರದ ಮಹಾರಾಜ ಪಾರ್ಕ್‌ನಿಂದ ಪ್ರಾರಂಭವಾಗಿ ಎನ್.ಆರ್. ವೃತ್ತ, ಕಸ್ತೂರಬಾ ರಸ್ತೆ ಮೂಲಕ ಹೇಮಾವತಿ ಪ್ರತಿಮೆಯ ವರೆಗೆ ಸಾಗಲಿದೆ. ಆಸಕ್ತರು ಭಾಗವಹಿಸಬೇಕು. ಹೆಚ್ಚಿನ ವಿವರಗಳಿಗೆ ದೂ: 7892940096, 9482070019, 8073809642 ಗೆ ಸಂಪರ್ಕಿಸಬಹುದಾಗಿದೆ.: [178, 958, 357, 1207]
